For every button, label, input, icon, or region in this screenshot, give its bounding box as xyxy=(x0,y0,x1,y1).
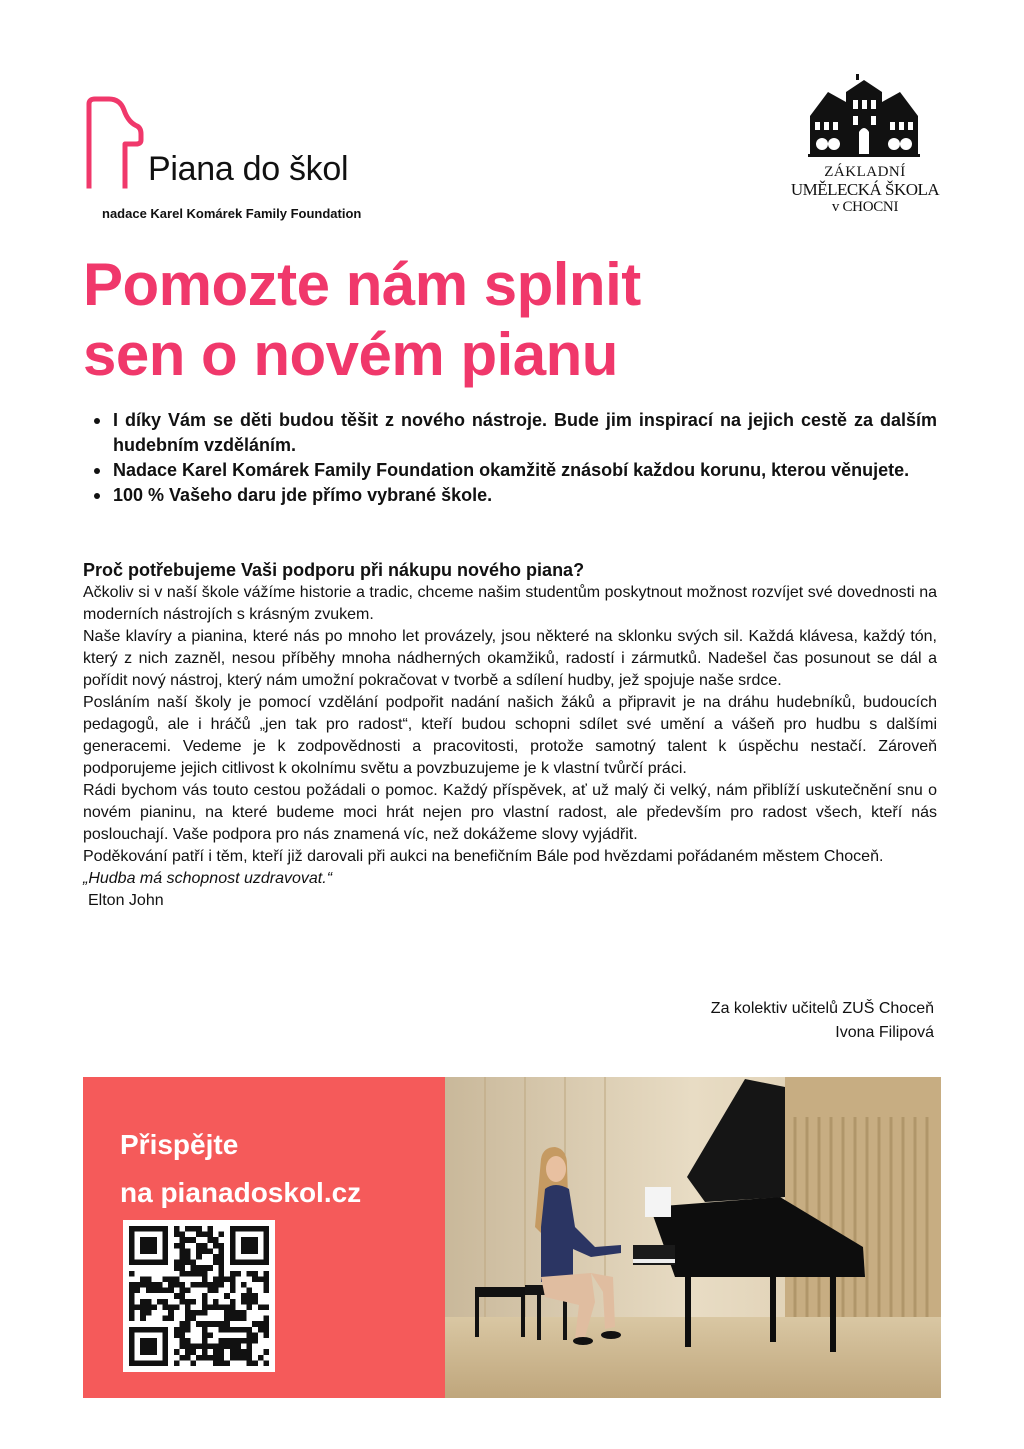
school-name-line3: v CHOCNI xyxy=(831,199,899,215)
brand-name: Piana do škol xyxy=(148,150,349,188)
girl-playing-grand-piano-photo xyxy=(445,1077,941,1398)
qr-code-icon[interactable] xyxy=(123,1220,275,1372)
grand-piano-outline-icon xyxy=(84,96,144,190)
signature xyxy=(711,997,934,1045)
signature-line1: Za kolektiv učitelů ZUŠ Choceň xyxy=(710,1000,934,1017)
piana-do-skol-logo xyxy=(84,96,414,226)
quote: „Hudba má schopnost uzdravovat.“ xyxy=(83,870,333,887)
paragraph: Poděkování patří i těm, kteří již darovali při aukci na benefičním Bále pod hvězdami pořádaném městem Choceň. xyxy=(83,848,884,865)
benefit-item: Nadace Karel Komárek Family Foundation okamžitě znásobí každou korunu, kterou věnujete. xyxy=(83,458,937,483)
banner-cta-panel xyxy=(83,1077,445,1398)
paragraph: Posláním naší školy je pomocí vzdělání podpořit nadání našich žáků a připravit je na dráhu hudebníků, budoucích pedagogů, ale i hráčů „jen tak pro radost“, kteří budou schopni sdílet své umění a vášeň pro hudbu s dalšími generacemi. Vedeme je k zodpovědnosti a pracovitosti, protože samotný talent k úspěchu nestačí. Zároveň podporujeme jejich citlivost k okolnímu světu a povzbuzujeme je k vlastní tvůrčí práci. xyxy=(83,694,937,777)
benefit-item: 100 % Vašeho daru jde přímo vybrané škole. xyxy=(83,483,937,508)
cta-text xyxy=(120,1121,361,1217)
signature-name: Ivona Filipová xyxy=(835,1024,934,1041)
body-text xyxy=(83,582,937,912)
benefit-item: I díky Vám se děti budou těšit z nového nástroje. Bude jim inspirací na jejich cestě za dalším hudebním vzděláním. xyxy=(83,408,937,458)
school-name-line1: ZÁKLADNÍ xyxy=(824,164,906,180)
donation-banner xyxy=(83,1077,941,1398)
cta-line1: Přispějte xyxy=(120,1129,239,1160)
chateau-building-icon xyxy=(808,72,920,164)
paragraph: Rádi bychom vás touto cestou požádali o pomoc. Každý příspěvek, ať už malý či velký, nám přiblíží uskutečnění snu o novém pianinu, na které budeme moci hrát nejen pro vlastní radost, ale především pro radost všech, kteří nás poslouchají. Vaše podpora pro nás znamená víc, než dokážeme slovy vyjádřit. xyxy=(83,782,937,843)
school-name-line2: UMĚLECKÁ ŠKOLA xyxy=(790,180,940,199)
quote-author: Elton John xyxy=(88,892,164,909)
paragraph: Naše klavíry a pianina, které nás po mnoho let provázely, jsou některé na sklonku svých sil. Každá klávesa, každý tón, který z nich zazněl, nesou příběhy mnoha nádherných okamžiků, radostí i zármutků. Nadešel čas posunout se dál a pořídit nový nástroj, který nám umožní pokračovat v tvorbě a sdílení hudby, jež spojuje naše srdce. xyxy=(83,628,937,689)
section-title: Proč potřebujeme Vaši podporu při nákupu nového piana? xyxy=(83,560,585,580)
school-logo xyxy=(790,72,940,222)
brand-subtitle: nadace Karel Komárek Family Foundation xyxy=(102,206,362,221)
headline xyxy=(83,250,641,390)
headline-line1: Pomozte nám splnit xyxy=(83,251,641,318)
benefit-list xyxy=(83,408,937,508)
cta-link[interactable]: na pianadoskol.cz xyxy=(120,1177,362,1208)
paragraph: Ačkoliv si v naší škole vážíme historie a tradic, chceme našim studentům poskytnout možnost rozvíjet své dovednosti na moderních nástrojích s krásným zvukem. xyxy=(83,584,937,623)
headline-line2: sen o novém pianu xyxy=(83,321,618,388)
